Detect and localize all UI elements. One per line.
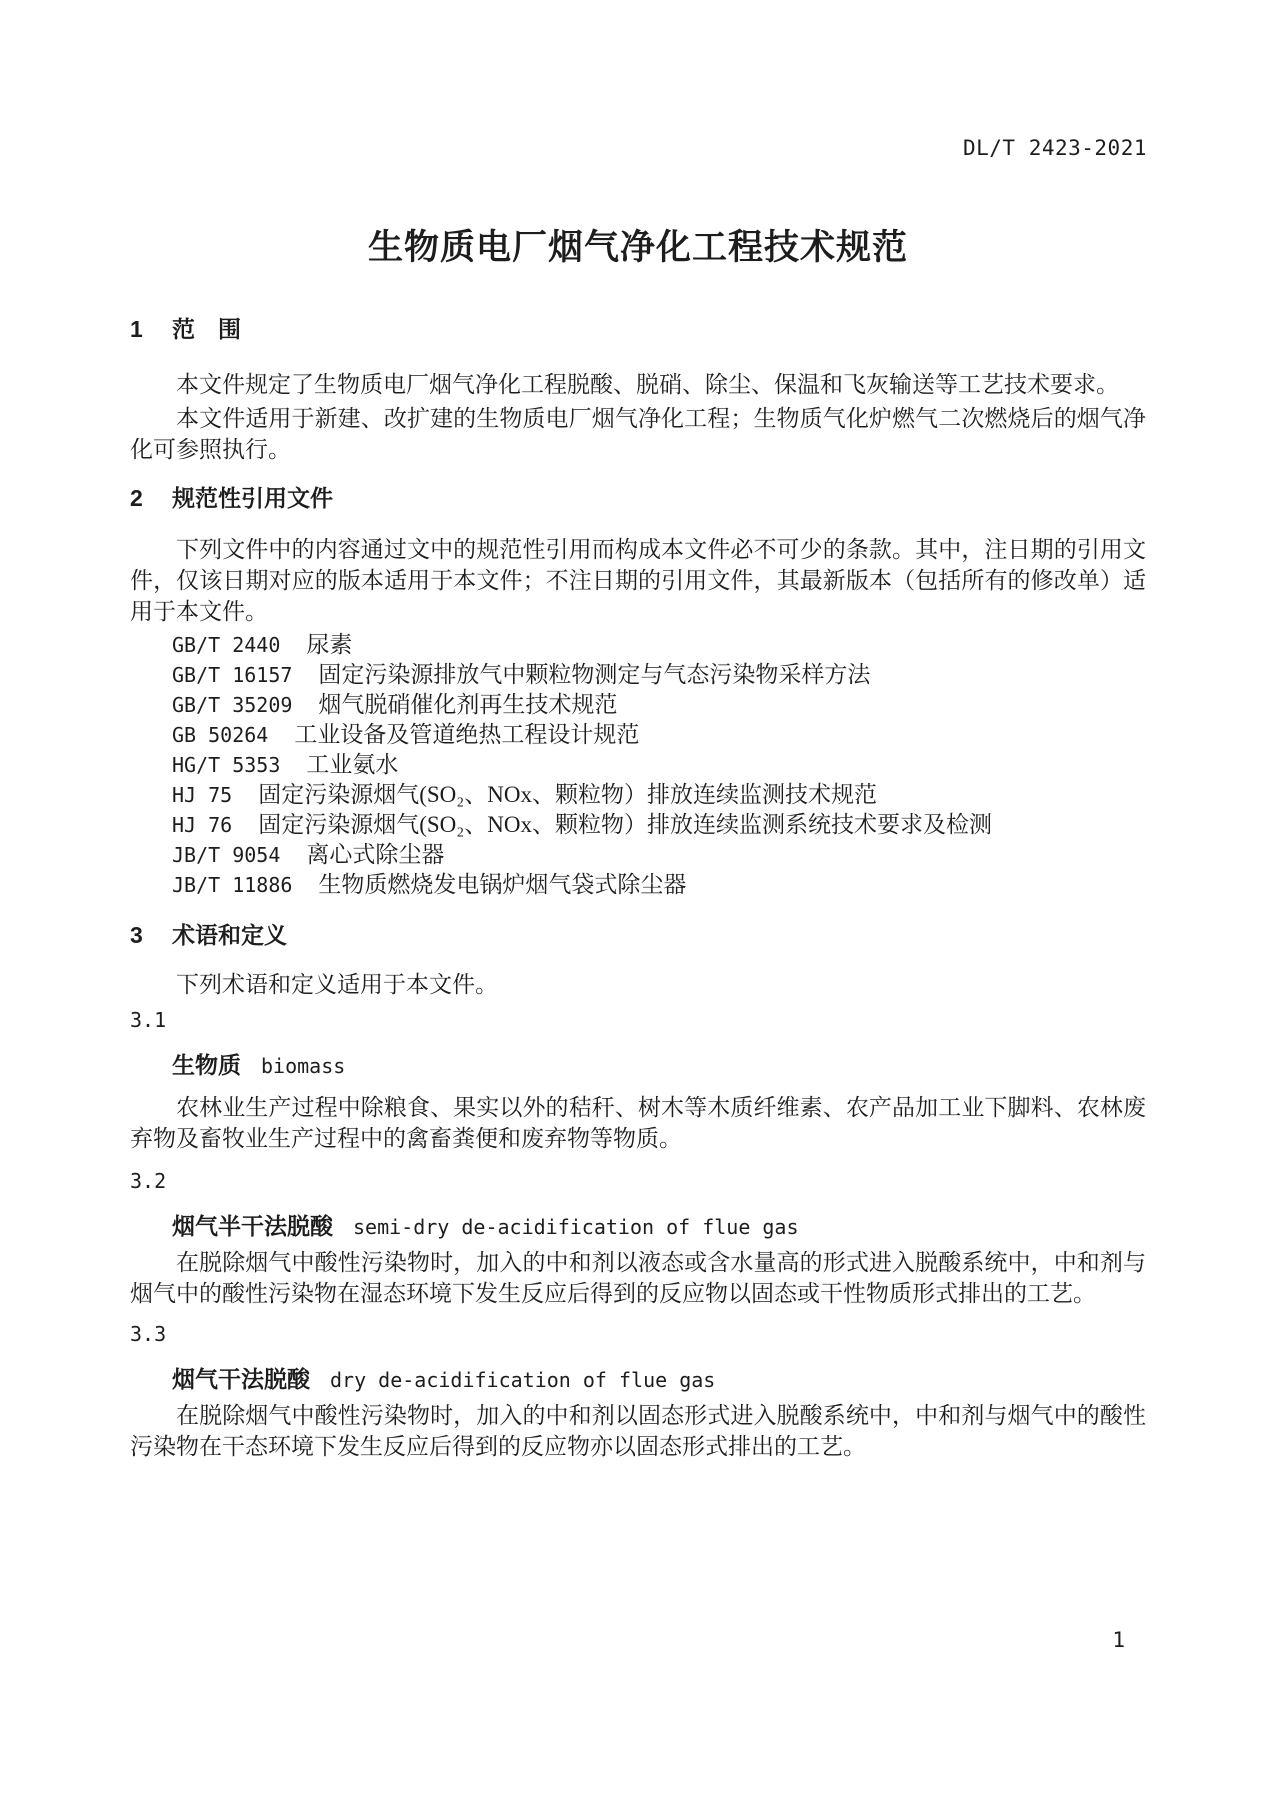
section-3-title: 术语和定义 — [172, 922, 287, 948]
document-title: 生物质电厂烟气净化工程技术规范 — [367, 228, 908, 267]
reference-title: 工业氨水 — [306, 752, 399, 777]
reference-title: 固定污染源烟气(SO₂、NOx、颗粒物）排放连续监测系统技术要求及检测 — [258, 812, 993, 837]
standard-code: DL/T 2423-2021 — [962, 136, 1147, 160]
term-3-3-id: 3.3 — [130, 1322, 167, 1346]
section-2-heading — [130, 483, 1146, 513]
section-3-number: 3 — [130, 922, 143, 948]
reference-title: 工业设备及管道绝热工程设计规范 — [294, 722, 640, 747]
reference-title: 离心式除尘器 — [306, 842, 445, 867]
reference-code: GB/T 35209 — [172, 693, 293, 717]
section-2-title: 规范性引用文件 — [172, 485, 333, 511]
reference-item — [130, 630, 1146, 660]
term-3-1-heading — [130, 1050, 1146, 1084]
reference-item — [130, 690, 1146, 720]
reference-code: GB 50264 — [172, 723, 269, 747]
reference-code: GB/T 16157 — [172, 663, 293, 687]
reference-title: 尿素 — [306, 632, 353, 657]
term-3-3-definition: 在脱除烟气中酸性污染物时，加入的中和剂以固态形式进入脱酸系统中，中和剂与烟气中的酸性污染物在干态环境下发生反应后得到的反应物亦以固态形式排出的工艺。 — [130, 1403, 1146, 1459]
term-3-2-heading — [130, 1211, 1146, 1245]
reference-code: HJ 76 — [172, 813, 233, 837]
term-3-2-definition: 在脱除烟气中酸性污染物时，加入的中和剂以液态或含水量高的形式进入脱酸系统中，中和剂与烟气中的酸性污染物在湿态环境下发生反应后得到的反应物以固态或干性物质形式排出的工艺。 — [130, 1250, 1146, 1306]
section-1-title: 范 围 — [172, 316, 241, 342]
reference-code: HG/T 5353 — [172, 753, 281, 777]
page-number: 1 — [1112, 1628, 1125, 1652]
term-3-1-definition: 农林业生产过程中除粮食、果实以外的秸秆、树木等木质纤维素、农产品加工业下脚料、农林废弃物及畜牧业生产过程中的禽畜粪便和废弃物等物质。 — [130, 1095, 1146, 1151]
reference-code: GB/T 2440 — [172, 633, 281, 657]
term-3-3-heading — [130, 1364, 1146, 1398]
term-3-2-en: semi-dry de-acidification of flue gas — [353, 1215, 799, 1239]
reference-title: 生物质燃烧发电锅炉烟气袋式除尘器 — [318, 872, 687, 897]
section-3-heading — [130, 920, 1146, 950]
term-3-2-zh: 烟气半干法脱酸 — [172, 1213, 333, 1239]
term-3-1-en: biomass — [261, 1054, 346, 1078]
section-1-paragraph-2: 本文件适用于新建、改扩建的生物质电厂烟气净化工程；生物质气化炉燃气二次燃烧后的烟气净化可参照执行。 — [130, 406, 1146, 462]
reference-item — [130, 720, 1146, 750]
reference-title: 固定污染源排放气中颗粒物测定与气态污染物采样方法 — [318, 662, 871, 687]
normative-references-list — [130, 630, 1146, 900]
reference-item — [130, 780, 1146, 810]
term-3-2-id: 3.2 — [130, 1169, 167, 1193]
reference-item — [130, 870, 1146, 900]
section-1-heading — [130, 314, 1146, 344]
section-2-number: 2 — [130, 485, 143, 511]
section-1-number: 1 — [130, 316, 143, 342]
reference-title: 烟气脱硝催化剂再生技术规范 — [318, 692, 618, 717]
reference-item — [130, 810, 1146, 840]
reference-code: HJ 75 — [172, 783, 233, 807]
document-content — [130, 0, 1146, 1462]
term-3-1-zh: 生物质 — [172, 1052, 241, 1078]
reference-code: JB/T 9054 — [172, 843, 281, 867]
term-3-1-id: 3.1 — [130, 1008, 167, 1032]
reference-code: JB/T 11886 — [172, 873, 293, 897]
reference-item — [130, 660, 1146, 690]
section-3-intro: 下列术语和定义适用于本文件。 — [176, 972, 498, 997]
reference-title: 固定污染源烟气(SO₂、NOx、颗粒物）排放连续监测技术规范 — [258, 782, 878, 807]
section-2-intro: 下列文件中的内容通过文中的规范性引用而构成本文件必不可少的条款。其中，注日期的引用文件，仅该日期对应的版本适用于本文件；不注日期的引用文件，其最新版本（包括所有的修改单）适用于本文件。 — [130, 537, 1146, 624]
section-1-paragraph-1: 本文件规定了生物质电厂烟气净化工程脱酸、脱硝、除尘、保温和飞灰输送等工艺技术要求。 — [176, 372, 1119, 397]
term-3-3-zh: 烟气干法脱酸 — [172, 1366, 310, 1392]
reference-item — [130, 840, 1146, 870]
reference-item — [130, 750, 1146, 780]
term-3-3-en: dry de-acidification of flue gas — [330, 1368, 716, 1392]
